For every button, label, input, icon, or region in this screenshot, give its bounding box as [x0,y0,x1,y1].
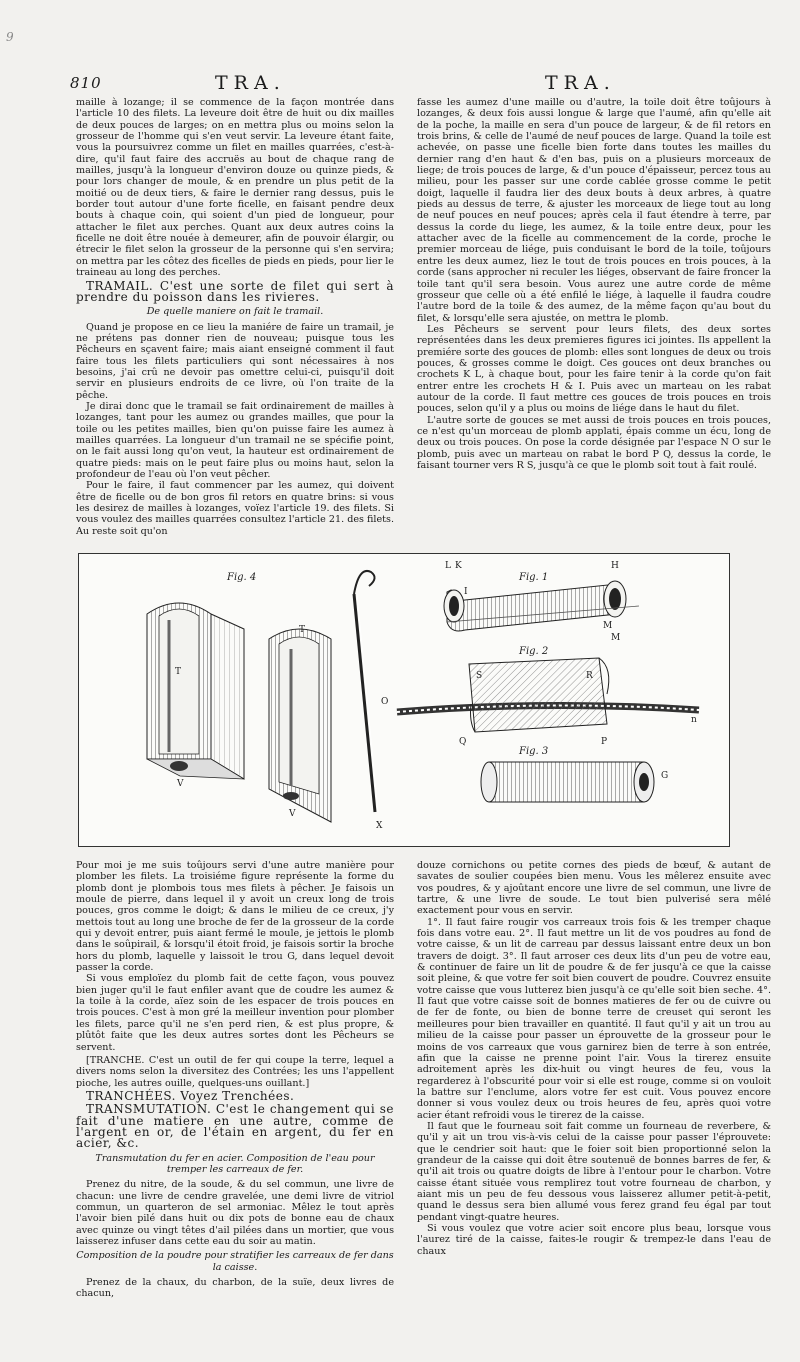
label-T: T [175,667,182,677]
plate-illustration [79,554,729,846]
paragraph: maille à lozange; il se commence de la façon montrée dans l'article 10 des filets. La leveure doit être de huit ou dix mailles de deux pouces de larges; on en mettra plus ou moins selon la grosseur de l'homme qui s'en veut servir. La leveure étant faite, vous la poursuivrez comme un filet en mailles quarrées, c'est-à-dire, qu'il faut faire des accruës au bout de chaque rang de mailles, jusqu'à la longueur d'environ douze ou quinze pieds, & pour lors changer de moule, & en prendre un plus petit de la moitié ou de deux tiers, & faire le dernier rang dessus, puis le border tout autour d'une forte ficelle, en faisant pendre deux bouts à chaque coin, qui soient d'un pied de longueur, pour attacher le filet aux perches. Quant aux deux autres coins la ficelle ne doit être nouée à demeurer, afin de pouvoir élargir, ou étrecir le filet selon la grosseur de la personne qui s'en servira; on mettra par les côtez des ficelles de pieds en pieds, pour lier le traineau au long des perches. [76,97,394,279]
column-top-left [76,97,394,537]
section-heading: Composition de la poudre pour stratifier les carreaux de fer dans la caisse. [76,1250,394,1273]
label-G: G [661,771,669,781]
paragraph: fasse les aumez d'une maille ou d'autre, la toile doit être toûjours à lozanges, & deux fois aussi longue & large que l'aumé, afin qu'elle ait de la poche, la maille en sera d'un pouce de largeur, & de fil retors en trois brins, & celle de l'aumé de neuf pouces de large. Quand la toile est achevée, on passe une ficelle bien forte dans toutes les mailles du dernier rang d'en haut & d'en bas, puis on a plusieurs morceaux de liege; de trois pouces de large, & d'un pouce d'épaisseur, percez tous au milieu, pour les passer sur une corde cablée grosse comme le petit doigt, laquelle il faudra lier des deux bouts à deux arbres, à quatre pieds au dessus de terre, & ajuster les morceaux de liege tout au long de neuf pouces en neuf pouces; après cela il faut étendre à terre, par dessus la corde du liege, les aumez, & la toile entre deux, pour les attacher avec de la ficelle au commencement de la corde, proche le premier morceau de liége, puis conduisant le bord de la toile, toûjours entre les deux aumez, liez le tout de trois pouces en trois pouces, à la corde (sans approcher ni reculer les liéges, observant de faire froncer la toile tant qu'il sera besoin. Vous aurez une autre corde de même grosseur que celle où a été enfilé le liége, à laquelle il faudra coudre l'autre bord de la toile & des aumez, de la même façon qu'au bout du filet, & lorsqu'elle sera ajustée, on mettra le plomb. [417,97,771,324]
margin-mark: 9 [6,30,14,44]
paragraph: Pour le faire, il faut commencer par les aumez, qui doivent être de ficelle ou de bon gros fil retors en quatre brins: si vous les desirez de mailles à lozanges, voïez l'article 19. des filets. Si vous voulez des mailles quarrées consultez l'article 21. des filets. Au reste soit qu'on [76,480,394,537]
running-head-left: TRA. [215,72,286,94]
section-heading: De quelle maniere on fait le tramail. [146,306,324,318]
label-M: M [603,621,613,631]
label-V: V [289,809,296,819]
fig4-mould-left [147,603,244,779]
page-header [70,74,770,96]
paragraph: Si vous emploïez du plomb fait de cette façon, vous pouvez bien juger qu'il le faut enfiler avant que de coudre les aumez & la toile à la corde, aïez soin de les espacer de trois pouces en trois pouces. C'est à mon gré la meilleur invention pour plomber les filets, parce qu'il ne s'en perd rien, & est plus propre, & plûtôt faite que les deux autres sortes dont les Pêcheurs se servent. [76,973,394,1053]
section-heading: Transmutation du fer en acier. Composition de l'eau pour tremper les carreaux de fer. [95,1152,375,1175]
running-head-right: TRA. [545,72,616,94]
paragraph: Pour moi je me suis toûjours servi d'une autre manière pour plomber les filets. La troisiéme figure représente la forme du plomb dont je plombois tous mes filets à pêcher. Je faisois un moule de pierre, dans lequel il y avoit un creux long de trois pouces, gros comme le doigt; & dans le milieu de ce creux, j'y mettois tout au long une broche de fer de la grosseur de la corde qui y devoit entrer, puis aiant fermé le moule, je jettois le plomb dans le soûpirail, & lorsqu'il étoit froid, je faisois sortir la broche hors du plomb, laquelle y laissoit le trou G, dans lequel devoit passer la corde. [76,860,394,974]
fig4-mould-right [269,629,331,822]
label-V: V [177,779,184,789]
label-n: n [691,715,697,725]
paragraph: L'autre sorte de gouces se met aussi de trois pouces en trois pouces, ce n'est qu'un morceau de plomb applati, épais comme un écu, long de deux ou trois pouces. On pose la corde désignée par l'espace N O sur le plomb, puis avec un marteau on rabat le bord P Q, dessus la corde, le faisant tourner vers R S, jusqu'à ce que le plomb soit tout à fait roulé. [417,414,771,471]
paragraph: Il faut que le fourneau soit fait comme un fourneau de reverbere, & qu'il y ait un trou vis-à-vis celui de la caisse pour passer l'éprouvete: que le cendrier soit haut: que le foier soit bien proportionné selon la grandeur de la caisse qui doit être soutenuë de bonnes barres de fer, & qu'il ait trois ou quatre doigts de libre à l'entour pour le charbon. Votre caisse étant située vous remplirez tout votre fourneau de charbon, y aiant mis un peu de feu dessous vous laisserez allumer petit-à-petit, quand le dessus sera bien allumé vous ferez grand feu égal par tout pendant vingt-quatre heures. [417,1120,771,1223]
paragraph: Quand je propose en ce lieu la maniére de faire un tramail, je ne prétens pas donner rien de nouveau; puisque tous les Pêcheurs en sçavent faire; mais aiant enseigné comment il faut faire tous les filets particuliers qui sont nécessaires à nos besoins, j'ai crû ne devoir pas omettre celui-ci, puisqu'il doit servir en plusieurs endroits de ce livre, où l'on traite de la pêche. [76,321,394,401]
caption-fig2: Fig. 2 [519,646,549,657]
label-X: X [376,821,383,831]
engraved-plate [78,553,730,847]
fig2-rope-and-lead [397,658,699,732]
page-number: 810 [70,74,102,92]
paragraph: Prenez du nitre, de la soude, & du sel commun, une livre de chacun: une livre de cendre gravelée, une demi livre de vitriol commun, un quarteron de sel armoniac. Mêlez le tout après l'avoir bien pilé dans huit ou dix pots de bonne eau de chaux avec quinze ou vingt têtes d'ail pilées dans un mortier, que vous laisserez infuser dans cette eau du soir au matin. [76,1179,394,1247]
label-T: T [299,625,306,635]
label-H: H [611,561,619,571]
column-bottom-left [76,860,394,1300]
label-M: M [611,633,621,643]
label-R: R [586,671,593,681]
paragraph: Prenez de la chaux, du charbon, de la suïe, deux livres de chacun, [76,1277,394,1300]
caption-fig1: Fig. 1 [519,572,549,583]
entry-tramail: TRAMAIL. C'est une sorte de filet qui sert à prendre du poisson dans les rivieres. [76,278,394,304]
paragraph: douze cornichons ou petite cornes des pieds de bœuf, & autant de savates de soulier coupées bien menu. Vous les mêlerez ensuite avec vos poudres, & y ajoûtant encore une livre de sel commun, une livre de tartre, & une livre de soude. Le tout bien pulverisé sera mêlé exactement pour vous en servir. [417,860,771,917]
entry-transmutation: TRANSMUTATION. C'est le changement qui se fait d'une matiere en une autre, comme de l'argent en or, de l'étain en argent, du fer en acier, &c. [76,1102,394,1151]
label-K: K [455,561,462,571]
paragraph: Je dirai donc que le tramail se fait ordinairement de mailles à lozanges, tant pour les aumez ou grandes mailles, que pour la toile ou les petites mailles, bien qu'on puisse faire les aumez à mailles quarrées. La longueur d'un tramail ne se spécifie point, on le fait aussi long qu'on veut, la hauteur est ordinairement de quatre pieds: mais on le peut faire plus ou moins haut, selon la profondeur de l'eau où l'on veut pêcher. [76,400,394,480]
caption-fig4: Fig. 4 [227,572,257,583]
label-O: O [381,697,389,707]
label-I: I [464,587,468,597]
label-Q: Q [459,737,467,747]
fig4-broach [354,571,378,812]
entry-tranchees: TRANCHÉES. Voyez Trenchées. [86,1088,295,1103]
paragraph: 1°. Il faut faire rougir vos carreaux trois fois & les tremper chaque fois dans votre eau. 2°. Il faut mettre un lit de vos poudres au fond de votre caisse, & un lit de carreau par dessus laissant entre deux un bon travers de doigt. 3°. Il faut arroser ces deux lits d'un peu de votre eau, & continuer de faire un lit de poudre & de fer jusqu'à ce que la caisse soit pleine, & que votre fer soit bien couvert de poudre. Couvrez ensuite votre caisse que vous lutterez bien jusqu'à ce qu'elle soit bien seche. 4°. Il faut que votre caisse soit de bonnes matieres de fer ou de cuivre ou de fer de fonte, ou bien de bonne terre de creuset qui seront les meilleures pour bien travailler en quantité. Il faut qu'il y ait un trou au milieu de la caisse pour passer un éprouvette de la grosseur pour le moins de vos carreaux que vous garnirez bien de terre à son entrée, afin que la caisse ne prenne point l'air. Vous la tirerez ensuite adroitement après les dix-huit ou vingt heures de feu, vous la regarderez à l'obscurité pour voir si elle est rouge, comme si on vouloit la battre sur l'enclume, alors votre fer est cuit. Vous pouvez encore donner si vous voulez deux ou trois heures de feu, après quoi votre acier étant refroidi vous le tirerez de la caisse. [417,916,771,1121]
label-P: P [601,737,608,747]
column-bottom-right [417,860,771,1257]
caption-fig3: Fig. 3 [519,746,549,757]
column-top-right [417,97,771,471]
label-S: S [476,671,483,681]
paragraph: Si vous voulez que votre acier soit encore plus beau, lorsque vous l'aurez tiré de la caisse, faites-le rougir & trempez-le dans l'eau de chaux [417,1223,771,1257]
paragraph: Les Pêcheurs se servent pour leurs filets, des deux sortes représentées dans les deux premieres figures ici jointes. Ils appellent la premiére sorte des gouces de plomb: elles sont longues de deux ou trois pouces, & grosses comme le doigt. Ces gouces ont deux branches ou crochets K L, à chaque bout, pour les faire tenir à la corde qu'on fait entrer entre les crochets H & I. Puis avec un marteau on les rabat autour de la corde. Il faut mettre ces gouces de trois pouces en trois pouces, selon qu'il y a plus ou moins de liége dans le haut du filet. [417,323,771,415]
fig3-lead-cylinder [481,762,654,802]
label-L: L [445,561,451,571]
entry-tranche: [TRANCHE. C'est un outil de fer qui coupe la terre, lequel a divers noms selon la diversitez des Contrées; les uns l'appellent pioche, les autres ouille, quelques-uns ouillant.] [76,1054,394,1089]
